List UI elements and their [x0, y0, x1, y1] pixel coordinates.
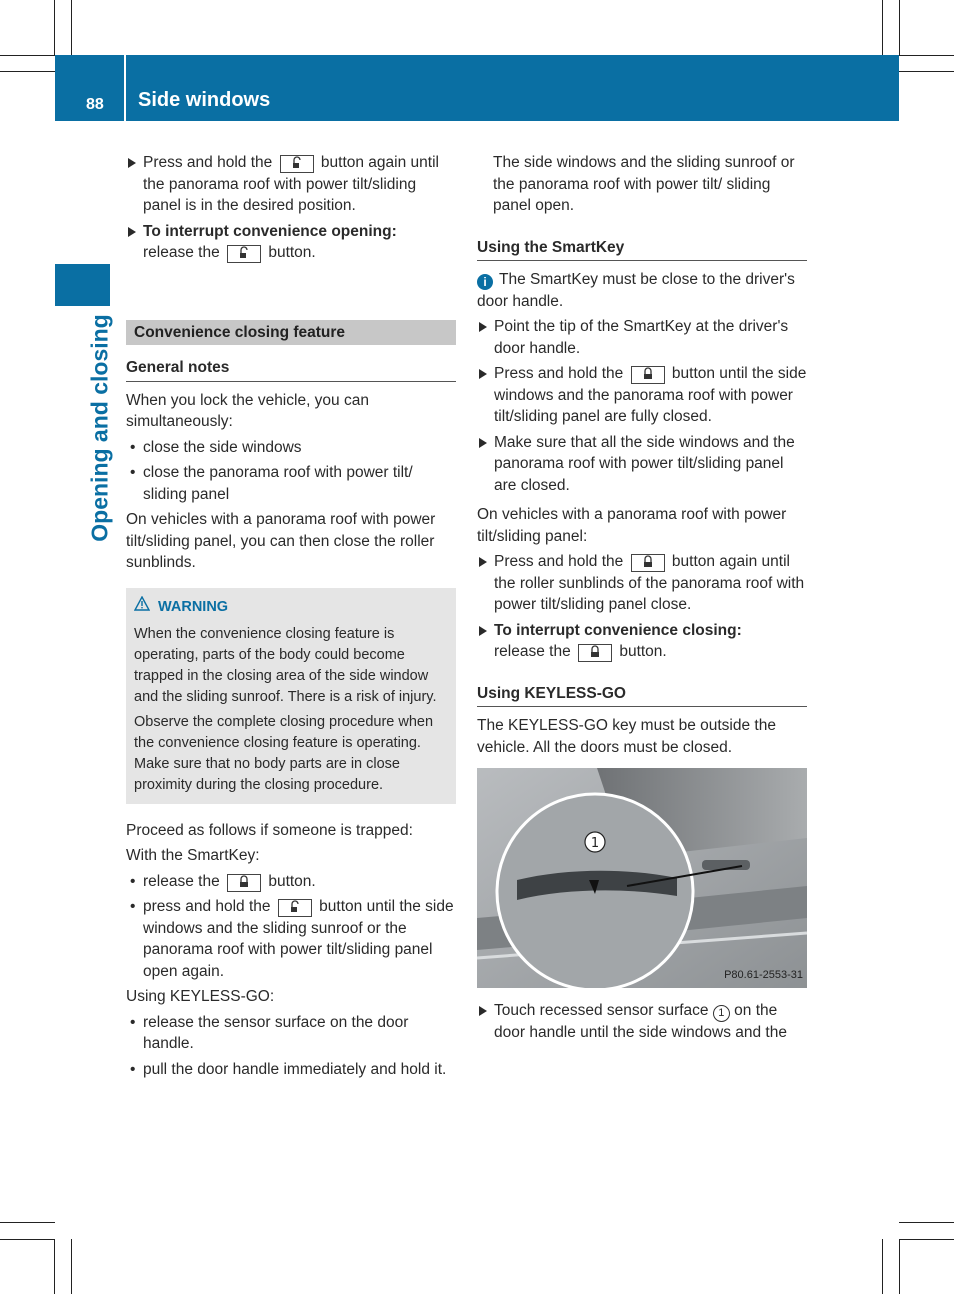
page-number: 88: [86, 96, 104, 113]
warning-text: Observe the complete closing procedure when the convenience closing feature is operating. Make sure that no body parts are in close proximity during the closing procedure.: [134, 713, 434, 793]
crop-mark: [882, 1239, 883, 1294]
step-arrow-icon: [479, 557, 487, 567]
warning-triangle-icon: [134, 596, 150, 618]
crop-mark: [899, 55, 954, 56]
list-item: • release the button.: [130, 872, 316, 890]
crop-mark: [71, 0, 72, 55]
step-arrow-icon: [479, 1006, 487, 1016]
crop-mark: [71, 1239, 72, 1294]
lock-key-icon: [227, 874, 261, 892]
step-arrow-icon: [479, 369, 487, 379]
unlock-key-icon: [280, 155, 314, 173]
warning-title: WARNING: [134, 596, 448, 618]
subsection-heading: Using the SmartKey: [477, 237, 807, 262]
crop-mark: [54, 1239, 55, 1294]
instruction-step: Make sure that all the side windows and the panorama roof with power tilt/sliding panel are closed.: [477, 432, 807, 497]
paragraph: When you lock the vehicle, you can simultaneously:: [126, 391, 369, 430]
warning-box: [126, 588, 456, 804]
list-item: • pull the door handle immediately and hold it.: [130, 1060, 447, 1078]
figure-code: P80.61-2553-31: [724, 968, 803, 981]
step-arrow-icon: [479, 322, 487, 332]
crop-mark: [899, 0, 900, 55]
paragraph: On vehicles with a panorama roof with power tilt/sliding panel:: [477, 506, 787, 545]
unlock-key-icon: [227, 245, 261, 263]
paragraph: On vehicles with a panorama roof with power tilt/sliding panel, you can then close the roller sunblinds.: [126, 511, 436, 571]
instruction-step: Press and hold the button again until the panorama roof with power tilt/sliding panel is in the desired position.: [126, 152, 456, 217]
crop-mark: [882, 0, 883, 55]
door-handle-figure: [477, 768, 807, 988]
list-item: • press and hold the button until the side windows and the sliding sunroof or the panorama roof with power tilt/sliding panel open again.: [130, 898, 454, 980]
header-divider: [124, 55, 126, 121]
step-arrow-icon: [479, 438, 487, 448]
paragraph: The KEYLESS-GO key must be outside the vehicle. All the doors must be closed.: [477, 717, 776, 756]
crop-mark: [54, 0, 55, 55]
step-arrow-icon: [128, 227, 136, 237]
lock-key-icon: [631, 554, 665, 572]
callout-number: 1: [590, 836, 600, 851]
subsection-heading: Using KEYLESS-GO: [477, 683, 807, 708]
info-icon: i: [477, 274, 493, 290]
right-column: [477, 152, 807, 1048]
crop-mark: [0, 71, 55, 72]
paragraph: The side windows and the sliding sunroof or the panorama roof with power tilt/ sliding panel open.: [493, 154, 795, 214]
left-column: [126, 152, 456, 1084]
unlock-key-icon: [278, 899, 312, 917]
step-arrow-icon: [479, 626, 487, 636]
crop-mark: [899, 1239, 954, 1240]
crop-mark: [899, 1222, 954, 1223]
crop-mark: [899, 1239, 900, 1294]
instruction-step: To interrupt convenience opening: release the button.: [126, 221, 456, 264]
paragraph: Using KEYLESS-GO:: [126, 988, 275, 1005]
lock-key-icon: [631, 366, 665, 384]
crop-mark: [0, 55, 55, 56]
instruction-step: To interrupt convenience closing: release the button.: [477, 620, 807, 663]
callout-number: 1: [713, 1005, 730, 1022]
subsection-heading: General notes: [126, 357, 456, 382]
instruction-step: Press and hold the button until the side windows and the panorama roof with power tilt/sliding panel are fully closed.: [477, 363, 807, 428]
crop-mark: [0, 1222, 55, 1223]
list-item: • close the side windows: [130, 438, 302, 456]
paragraph: With the SmartKey:: [126, 847, 260, 864]
step-arrow-icon: [128, 158, 136, 168]
instruction-step: Touch recessed sensor surface 1 on the door handle until the side windows and the: [477, 1000, 807, 1044]
crop-mark: [899, 71, 954, 72]
info-note: i The SmartKey must be close to the driver's door handle.: [477, 271, 795, 310]
list-item: • release the sensor surface on the door handle.: [130, 1013, 409, 1052]
car-door-illustration: [477, 768, 807, 988]
chapter-tab: [55, 264, 110, 306]
paragraph: Proceed as follows if someone is trapped:: [126, 821, 413, 839]
instruction-step: Press and hold the button again until the roller sunblinds of the panorama roof with power tilt/sliding panel close.: [477, 551, 807, 616]
section-heading: Convenience closing feature: [126, 320, 456, 346]
page-title: Side windows: [138, 89, 271, 111]
instruction-step: Point the tip of the SmartKey at the driver's door handle.: [477, 316, 807, 359]
lock-key-icon: [578, 644, 612, 662]
crop-mark: [0, 1239, 55, 1240]
list-item: • close the panorama roof with power tilt/ sliding panel: [130, 464, 413, 503]
warning-text: When the convenience closing feature is operating, parts of the body could become trapped in the closing area of the side window and the sliding sunroof. There is a risk of injury.: [134, 625, 437, 705]
